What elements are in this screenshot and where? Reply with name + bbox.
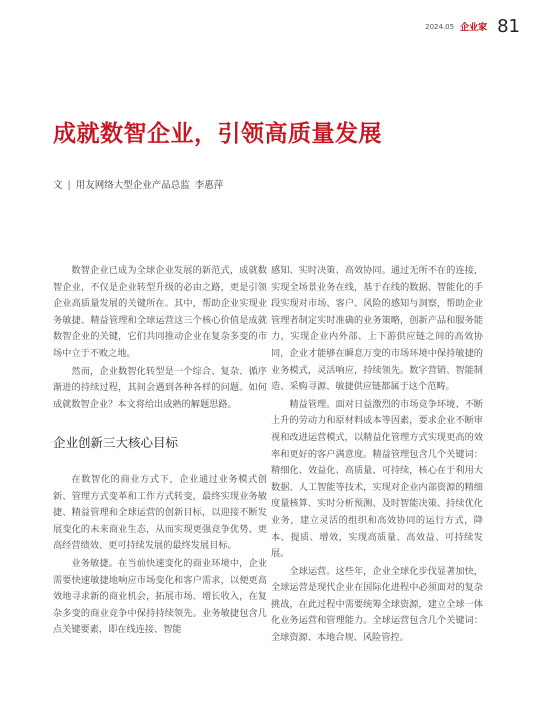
issue-date: 2024.05: [425, 22, 455, 31]
byline-org: 用友网络大型企业产品总监: [75, 180, 190, 191]
paragraph: 全球运营。这些年，企业全球化步伐显著加快，全球运营是现代企业在国际化进程中必须面对的复杂挑战，在此过程中需要统筹全球资源，建立全球一体化业务运营和管理能力。全球运营包含几个关键词：全球资源、本地合规、风险管控。: [271, 565, 483, 644]
paragraph: 精益管理。面对日益激烈的市场竞争环境、不断上升的劳动力和原材料成本等因素，要求企业不断审视和改进运营模式，以精益化管理方式实现更高的效率和更好的客户满意度。精益管理包含几个关键词：精细化、效益化、高质量、可持续，核心在于利用大数据、人工智能等技术，实现对企业内部资源的精细度量核算、实时分析预测、及时智能决策、持续优化业务，建立灵活的组织和高效协同的运行方式，降本、提质、增效，实现高质量、高效益、可持续发展。: [271, 398, 483, 560]
paragraph: 在数智化的商业方式下，企业通过业务模式创新、管理方式变革和工作方式转变，最终实现业务敏捷、精益管理和全球运营的创新目标，以迎接不断发展变化的未来商业生态，从而实现更强竞争优势、更高经营绩效、更可持续发展的最终发展目标。: [53, 473, 267, 552]
magazine-name: 企业家: [460, 23, 488, 33]
paragraph: 数智企业已成为全球企业发展的新范式，成就数智企业，不仅是企业转型升级的必由之路，更是引领企业高质量发展的关键所在。其中，帮助企业实现业务敏捷、精益管理和全球运营这三个核心价值是成就数智企业的关键，它们共同推动企业在复杂多变的市场中立于不败之地。: [53, 265, 267, 359]
byline: [53, 177, 223, 191]
byline-prefix: 文: [53, 180, 63, 191]
paragraph: 业务敏捷。在当前快速变化的商业环境中，企业需要快速敏捷地响应市场变化和客户需求，以便更高效地寻求新的商业机会，拓展市场、增长收入，在复杂多变的商业竞争中保持持续领先。业务敏捷包含几点关键要素，即在线连接、智能: [53, 557, 267, 636]
page-number: 81: [497, 16, 520, 37]
left-column: [53, 263, 267, 639]
paragraph: 感知、实时决策、高效协同。通过无所不在的连接，实现全场景业务在线，基于在线的数据、智能化的手段实现对市场、客户、风险的感知与洞察，帮助企业管理者制定实时准确的业务策略，创新产品和服务能力，实现企业内外部、上下游供应链之间的高效协同，企业才能够在瞬息万变的市场环境中保持敏捷的业务模式，灵活响应，持续领先。数字营销、智能制造、采购寻源、敏捷供应链都属于这个范畴。: [271, 265, 483, 393]
paragraph: 然而，企业数智化转型是一个综合、复杂、循序渐进的持续过程，其间会遇到各种各样的问题。如何成就数智企业？本文将给出成熟的解题思路。: [53, 365, 267, 410]
page-header: [425, 16, 520, 37]
byline-author: 李惠萍: [194, 180, 224, 191]
article-title: 成就数智企业，引领高质量发展: [53, 121, 382, 147]
right-column: [271, 263, 483, 647]
byline-separator: |: [67, 180, 71, 191]
section-heading: 企业创新三大核心目标: [53, 435, 179, 451]
